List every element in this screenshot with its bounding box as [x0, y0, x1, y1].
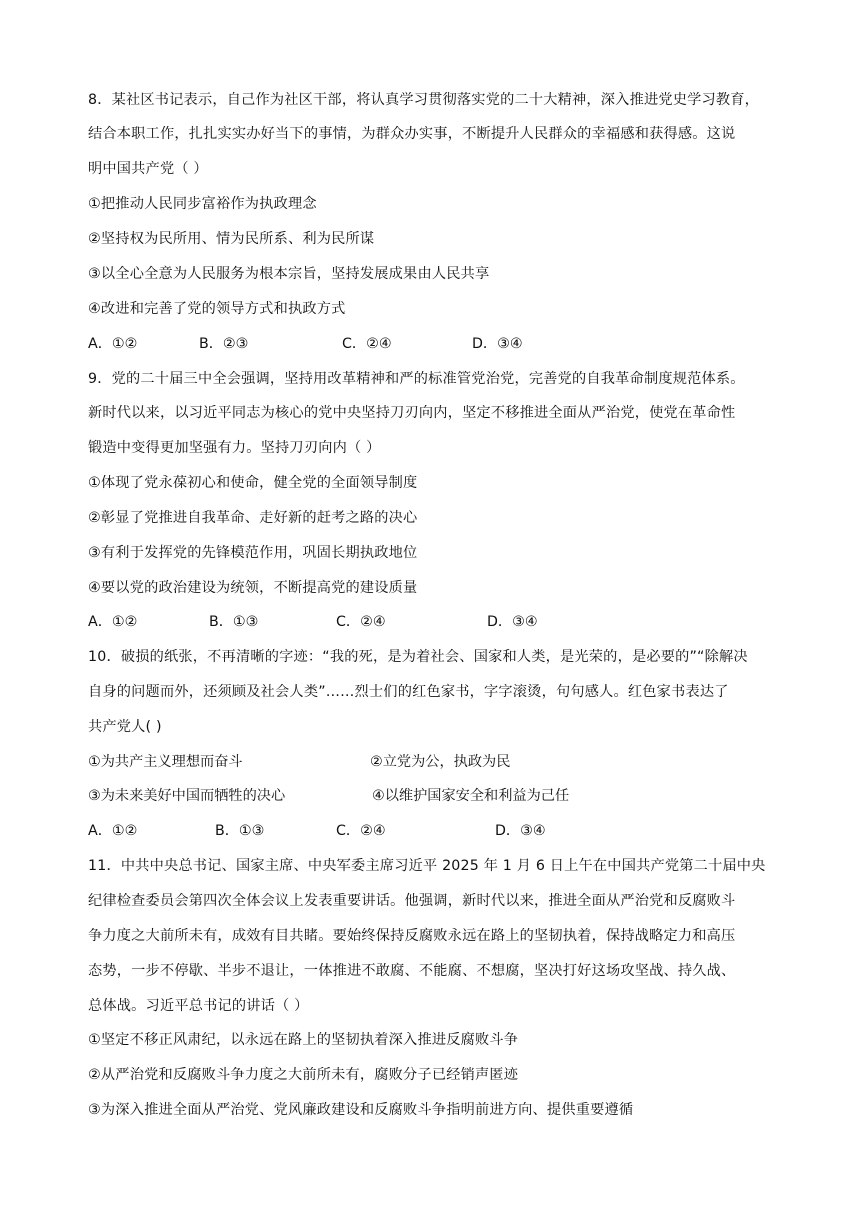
q9-stem-line-1: 9．党的二十届三中全会强调，坚持用改革精神和严的标准管党治党，完善党的自我革命制度规范体系。: [88, 371, 745, 387]
q10-statement-1: ①为共产主义理想而奋斗: [88, 754, 243, 770]
q8-option-c: C．②④: [342, 336, 392, 352]
q9-statement-2: ②彰显了党推进自我革命、走好新的赶考之路的决心: [88, 510, 418, 526]
q10-option-a: A．①②: [88, 823, 138, 839]
q9-option-c: C．②④: [336, 614, 386, 630]
q9-option-b: B．①③: [209, 614, 259, 630]
q9-statement-1: ①体现了党永葆初心和使命，健全党的全面领导制度: [88, 475, 418, 491]
q10-statement-2: ②立党为公，执政为民: [370, 754, 511, 770]
q8-statement-1: ①把推动人民同步富裕作为执政理念: [88, 196, 317, 212]
q11-stem-line-3: 争力度之大前所未有，成效有目共睹。要始终保持反腐败永远在路上的坚韧执着，保持战略定力和高压: [88, 928, 736, 944]
q8-option-d: D．③④: [472, 336, 523, 352]
q8-statement-3: ③以全心全意为人民服务为根本宗旨，坚持发展成果由人民共享: [88, 266, 490, 282]
q8-stem-line-3: 明中国共产党（ ）: [88, 161, 208, 177]
q9-stem-line-3: 锻造中变得更加坚强有力。坚持刀刃向内（ ）: [88, 440, 381, 456]
q11-stem-line-1: 11．中共中央总书记、国家主席、中央军委主席习近平 2025 年 1 月 6 日上午在中国共产党第二十届中央: [88, 858, 766, 874]
q10-option-b: B．①③: [215, 823, 265, 839]
q11-statement-2: ②从严治党和反腐败斗争力度之大前所未有，腐败分子已经销声匿迹: [88, 1067, 519, 1083]
q8-option-b: B．②③: [199, 336, 249, 352]
q11-stem-line-2: 纪律检查委员会第四次全体会议上发表重要讲话。他强调，新时代以来，推进全面从严治党和反腐败斗: [88, 893, 736, 909]
q10-stem-line-3: 共产党人( ): [88, 719, 162, 735]
q9-statement-3: ③有利于发挥党的先锋模范作用，巩固长期执政地位: [88, 545, 418, 561]
q11-stem-line-4: 态势，一步不停歇、半步不退让，一体推进不敢腐、不能腐、不想腐，坚决打好这场攻坚战、持久战、: [88, 963, 736, 979]
q10-stem-line-2: 自身的问题而外，还须顾及社会人类”……烈士们的红色家书，字字滚烫，句句感人。红色家书表达了: [88, 684, 729, 700]
q10-option-d: D．③④: [495, 823, 546, 839]
q9-stem-line-2: 新时代以来，以习近平同志为核心的党中央坚持刀刃向内，坚定不移推进全面从严治党，使党在革命性: [88, 405, 736, 421]
q10-option-c: C．②④: [336, 823, 386, 839]
q11-statement-3: ③为深入推进全面从严治党、党风廉政建设和反腐败斗争指明前进方向、提供重要遵循: [88, 1102, 634, 1118]
q8-statement-2: ②坚持权为民所用、情为民所系、利为民所谋: [88, 231, 375, 247]
q8-stem-line-1: 8．某社区书记表示，自己作为社区干部，将认真学习贯彻落实党的二十大精神，深入推进党史学习教育，: [88, 92, 760, 108]
q8-statement-4: ④改进和完善了党的领导方式和执政方式: [88, 301, 346, 317]
q10-stem-line-1: 10．破损的纸张，不再清晰的字迹：“我的死，是为着社会、国家和人类，是光荣的，是必要的”“除解决: [88, 649, 748, 665]
q9-option-a: A．①②: [88, 614, 138, 630]
q10-statement-4: ④以维护国家安全和利益为己任: [372, 788, 570, 804]
q9-statement-4: ④要以党的政治建设为统领，不断提高党的建设质量: [88, 580, 418, 596]
q9-option-d: D．③④: [487, 614, 538, 630]
q8-option-a: A．①②: [88, 336, 138, 352]
q11-stem-line-5: 总体战。习近平总书记的讲话（ ）: [88, 998, 309, 1014]
q10-statement-3: ③为未来美好中国而牺牲的决心: [88, 788, 286, 804]
q11-statement-1: ①坚定不移正风肃纪，以永远在路上的坚韧执着深入推进反腐败斗争: [88, 1032, 519, 1048]
q8-stem-line-2: 结合本职工作，扎扎实实办好当下的事情，为群众办实事，不断提升人民群众的幸福感和获得感。这说: [88, 126, 736, 142]
